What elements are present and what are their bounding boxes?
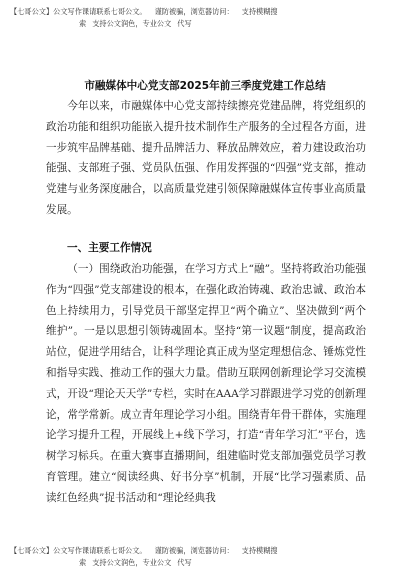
- header-banner-text: 代写: [177, 19, 192, 28]
- footer-watermark-banner: [10, 545, 400, 569]
- footer-banner-text: 谨防被骗，浏览器访问：: [154, 546, 234, 555]
- header-banner-text: 支持模糊搜: [241, 7, 278, 16]
- intro-section: [46, 96, 366, 221]
- header-banner-line-2: [10, 18, 400, 30]
- footer-banner-text: 支持公文润色，专业公文: [92, 558, 172, 567]
- section-heading: 一、主要工作情况: [67, 242, 152, 254]
- section-1-paragraph: （一）围绕政治功能强，在学习方式上“融”。坚持将政治功能强作为“四强”党支部建设的根本，在强化政治铸魂、政治忠诚、政治本色上持续用力，引导党员干部坚定捍卫“两个确立”、坚决做到“两个维护”。一是以思想引领铸魂固本。坚持“第一议题”制度，提高政治站位，促进学用结合，让科学理论真正成为坚定理想信念、锤炼党性和指导实践、推动工作的强大力量。借助互联网创新理论学习交流模式，开设“理论天天学”专栏，实时在AAA学习群跟进学习党的创新理论，常学常新。成立青年理论学习小组。围绕青年骨干群体，实施理论学习提升工程，开展线上+线下学习，打造“青年学习汇”平台，选树学习标兵。在重大赛事直播期间，组建临时党支部加强党员学习教育管理。建立“阅读经典、好书分享”机制，开展“比学习强素质、品读红色经典”捉书活动和“理论经典我: [46, 263, 366, 504]
- footer-banner-text: 代写: [177, 558, 192, 567]
- footer-banner-line-2: [10, 557, 400, 569]
- footer-banner-text: 支持模糊搜: [241, 546, 278, 555]
- footer-banner-text: 【七哥公文】公文写作课请联系七哥公文。: [10, 546, 147, 555]
- header-banner-text: 【七哥公文】公文写作课请联系七哥公文。: [10, 7, 147, 16]
- header-banner-text: 谨防被骗，浏览器访问：: [154, 7, 234, 16]
- header-banner-line-1: [10, 6, 400, 18]
- document-title: 市融媒体中心党支部2025年前三季度党建工作总结: [84, 80, 326, 92]
- footer-banner-text: 索: [79, 558, 87, 567]
- header-banner-text: 支持公文润色，专业公文: [92, 19, 172, 28]
- section-1-body: [46, 259, 366, 509]
- intro-paragraph: 今年以来，市融媒体中心党支部持续擦亮党建品牌，将党组织的政治功能和组织功能嵌入提升技术制作生产服务的全过程各方面，进一步筑牢品牌基础、提升品牌活力、释放品牌效应，着力建设政治功能强、支部班子强、党员队伍强、作用发挥强的“四强”党支部，推动党建与业务深度融合，以高质量党建引领保障融媒体宣传事业高质量发展。: [46, 100, 366, 216]
- header-banner-text: 索: [79, 19, 87, 28]
- header-watermark-banner: [10, 6, 400, 30]
- footer-banner-line-1: [10, 545, 400, 557]
